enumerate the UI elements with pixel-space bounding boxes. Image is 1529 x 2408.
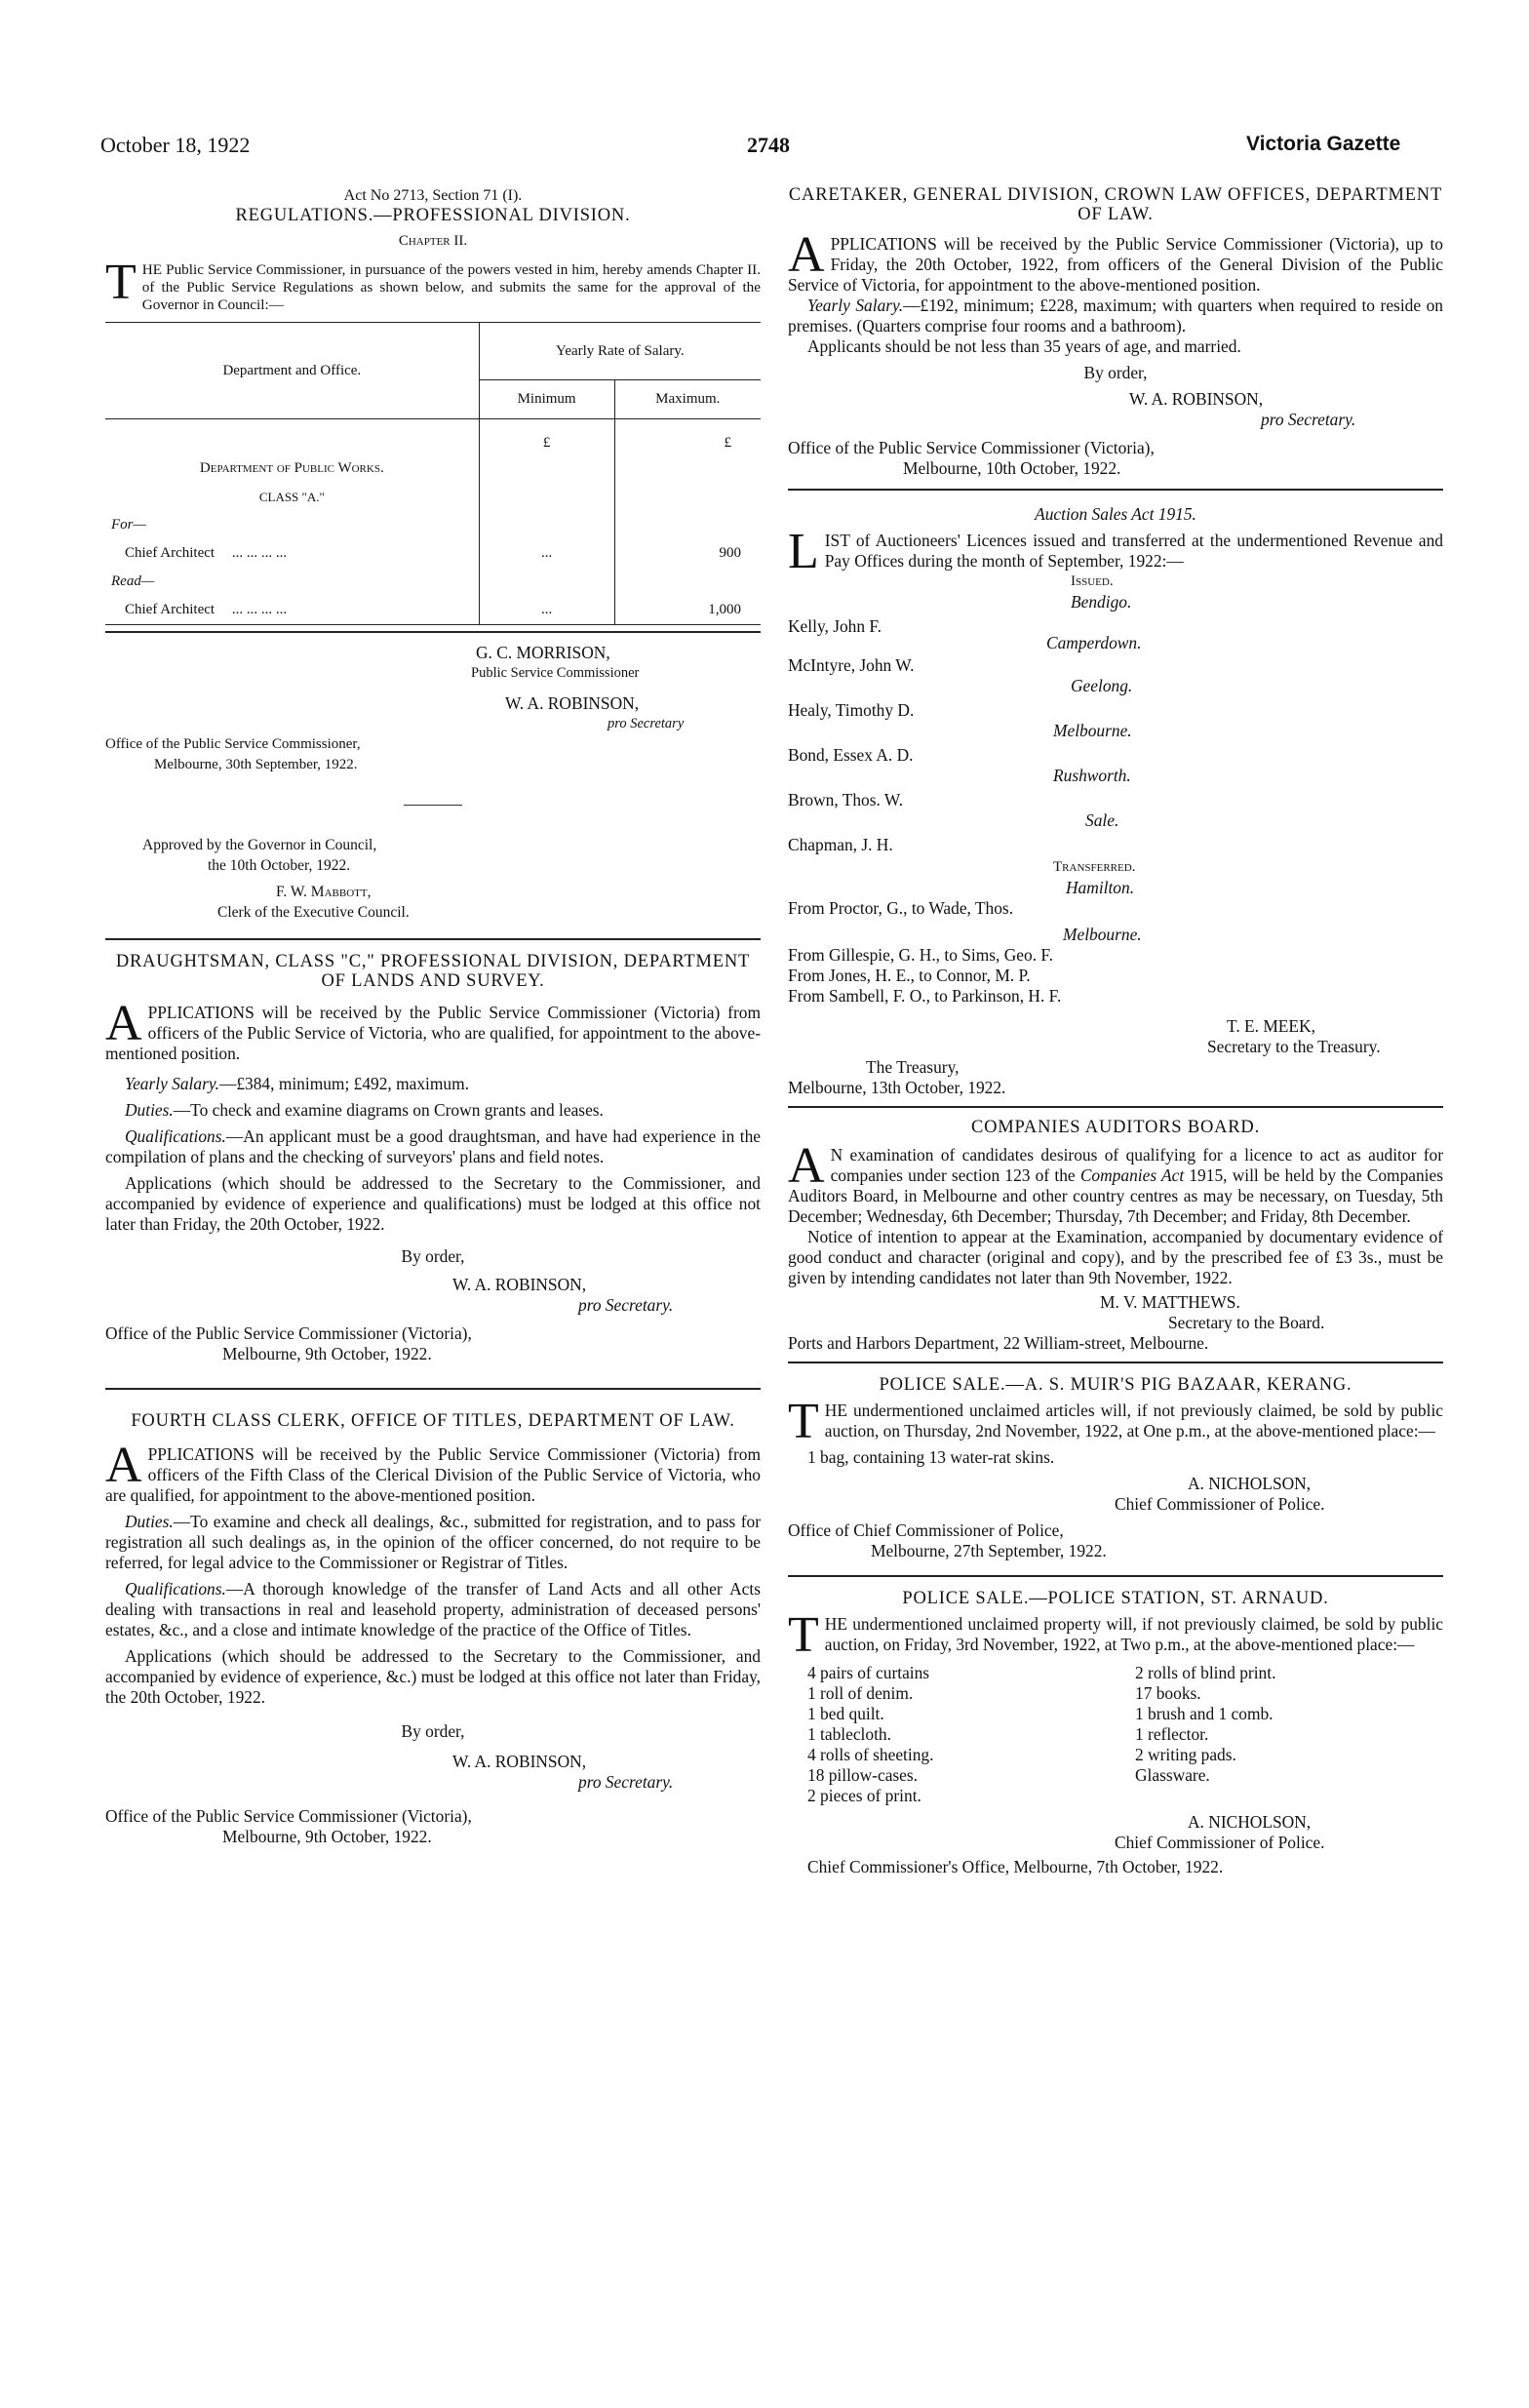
goods-item: 18 pillow-cases. <box>807 1765 919 1785</box>
location: Geelong. <box>1071 676 1133 695</box>
divider <box>788 1362 1443 1363</box>
read-max: 1,000 <box>614 596 761 625</box>
police2-title: POLICE SALE.—POLICE STATION, ST. ARNAUD. <box>902 1589 1329 1608</box>
licensee: Brown, Thos. W. <box>788 790 904 809</box>
class-label: CLASS "A." <box>258 490 325 504</box>
read-min: ... <box>479 596 614 625</box>
clerk-applications: Applications (which should be addressed to the Secretary to the Commissioner, and accompanied by evidence of experience, &c.) must be lodged at this office not later than Friday, the 20th October, 1922. <box>105 1646 761 1707</box>
divider <box>105 1388 761 1390</box>
morrison-name: G. C. MORRISON, <box>476 643 610 662</box>
signature-name: A. NICHOLSON, <box>1188 1812 1312 1832</box>
location: Camperdown. <box>1046 633 1142 652</box>
signature-title: Secretary to the Board. <box>1168 1313 1325 1332</box>
goods-item: 1 roll of denim. <box>807 1683 914 1703</box>
transfer-entry: From Gillespie, G. H., to Sims, Geo. F. <box>788 945 1054 965</box>
signature-title: Chief Commissioner of Police. <box>1115 1494 1325 1514</box>
transfer-entry: From Proctor, G., to Wade, Thos. <box>788 898 1014 918</box>
publication-title: Victoria Gazette <box>1246 133 1401 155</box>
office: Office of Chief Commissioner of Police, <box>788 1520 1064 1540</box>
goods-item: 2 rolls of blind print. <box>1135 1663 1276 1682</box>
goods-item: 1 bed quilt. <box>807 1704 884 1723</box>
office: The Treasury, <box>866 1057 960 1077</box>
department-name: Department of Public Works. <box>199 460 384 476</box>
clerk-name: F. W. Mabbott, <box>276 884 372 900</box>
divider <box>105 938 761 940</box>
goods-item: 1 tablecloth. <box>807 1724 891 1744</box>
sale-item: 1 bag, containing 13 water-rat skins. <box>807 1447 1055 1467</box>
draughtsman-duties: Duties.—To check and examine diagrams on Crown grants and leases. <box>125 1100 604 1120</box>
read-office-row: Chief Architect ... ... ... ... <box>105 596 479 625</box>
licensee: Chapman, J. H. <box>788 835 893 854</box>
auditors-title: COMPANIES AUDITORS BOARD. <box>970 1118 1261 1137</box>
drop-cap: T <box>105 255 137 310</box>
drop-cap: L <box>788 524 819 579</box>
signature-name: W. A. ROBINSON, <box>1129 389 1264 409</box>
currency-min: £ <box>479 419 614 484</box>
page-number: 2748 <box>747 133 790 157</box>
reg-office-date: Melbourne, 30th September, 1922. <box>154 757 358 772</box>
signature-title: Chief Commissioner of Police. <box>1115 1833 1325 1852</box>
for-label: For— <box>111 517 146 533</box>
regulations-title: REGULATIONS.—PROFESSIONAL DIVISION. <box>235 206 631 225</box>
clerk-title: Clerk of the Executive Council. <box>217 904 410 921</box>
draughtsman-title: DRAUGHTSMAN, CLASS "C," PROFESSIONAL DIVISION, DEPARTMENT OF LANDS AND SURVEY. <box>115 952 751 991</box>
goods-item: 17 books. <box>1135 1683 1201 1703</box>
clerk-notice <box>105 1411 761 1847</box>
transfer-entry: From Sambell, F. O., to Parkinson, H. F. <box>788 986 1062 1006</box>
drop-cap: A <box>105 996 142 1051</box>
licensee: McIntyre, John W. <box>788 655 915 675</box>
draughtsman-intro: APPLICATIONS will be received by the Public Service Commissioner (Victoria) from officers of the Public Service of Victoria, who are qualified, for appointment to the above-mentioned position. <box>105 996 761 1063</box>
location: Melbourne. <box>1053 721 1132 740</box>
police1-title: POLICE SALE.—A. S. MUIR'S PIG BAZAAR, KERANG. <box>879 1375 1353 1395</box>
col-dept-header: Department and Office. <box>105 323 479 419</box>
office: Office of the Public Service Commissioner (Victoria), <box>105 1323 472 1343</box>
office: Office of the Public Service Commissioner (Victoria), <box>105 1806 472 1826</box>
salary-table <box>105 322 761 625</box>
act-reference: Act No 2713, Section 71 (I). <box>343 187 523 204</box>
divider <box>788 489 1443 491</box>
robinson-name: W. A. ROBINSON, <box>505 693 640 713</box>
goods-item: 4 rolls of sheeting. <box>807 1745 934 1764</box>
location: Rushworth. <box>1053 766 1131 785</box>
location: Melbourne. <box>1063 925 1142 944</box>
col-salary-header: Yearly Rate of Salary. <box>479 323 761 380</box>
goods-item: 1 brush and 1 comb. <box>1135 1704 1274 1723</box>
police-sale-kerang <box>788 1375 1443 1561</box>
auditors-notice <box>788 1118 1443 1354</box>
drop-cap: T <box>788 1607 819 1663</box>
signature-name: A. NICHOLSON, <box>1188 1474 1312 1493</box>
clerk-duties: Duties.—To examine and check all dealings, &c., submitted for registration, and to pass for registration all such dealings as, in the opinion of the officer concerned, do not require to be referred, for legal advice to the Commissioner or Registrar of Titles. <box>105 1512 761 1572</box>
police2-intro: THE undermentioned unclaimed property will, if not previously claimed, be sold by public auction, on Friday, 3rd November, 1922, at Two p.m., at the above-mentioned place:— <box>788 1607 1443 1663</box>
auction-title: Auction Sales Act 1915. <box>1035 504 1196 524</box>
location: Sale. <box>1085 810 1119 830</box>
office-date: Melbourne, 13th October, 1922. <box>788 1078 1006 1097</box>
regulations-intro: THE Public Service Commissioner, in pursuance of the powers vested in him, hereby amends Chapter II. of the Public Service Regulations as shown below, and submits the same for the approval of the Governor in Council:— <box>105 255 761 313</box>
goods-item: 4 pairs of curtains <box>807 1663 930 1682</box>
draughtsman-salary: Yearly Salary.—£384, minimum; £492, maximum. <box>125 1074 469 1093</box>
transfer-entry: From Jones, H. E., to Connor, M. P. <box>788 966 1031 985</box>
caretaker-salary: Yearly Salary.—£192, minimum; £228, maximum; with quarters when required to reside on premises. (Quarters comprise four rooms and a bathroom). <box>788 296 1443 336</box>
clerk-title: FOURTH CLASS CLERK, OFFICE OF TITLES, DEPARTMENT OF LAW. <box>131 1411 735 1431</box>
signature-title: pro Secretary. <box>578 1772 674 1792</box>
left-column <box>105 185 761 1847</box>
drop-cap: A <box>105 1438 142 1493</box>
issued-list <box>788 592 1443 855</box>
issued-heading: Issued. <box>1071 573 1114 589</box>
approved-line: Approved by the Governor in Council, <box>142 837 377 853</box>
divider <box>788 1106 1443 1108</box>
licensee: Kelly, John F. <box>788 616 882 636</box>
divider <box>788 1575 1443 1577</box>
drop-cap: A <box>788 227 825 283</box>
robinson-title: pro Secretary <box>608 716 685 731</box>
caretaker-intro: APPLICATIONS will be received by the Public Service Commissioner (Victoria), up to Friday, the 20th October, 1922, from officers of the General Division of the Public Service of Victoria, for appointment to the above-mentioned position. <box>788 227 1443 295</box>
goods-list <box>807 1663 1443 1806</box>
auction-notice <box>788 504 1443 1098</box>
draughtsman-applications: Applications (which should be addressed to the Secretary to the Commissioner, and accompanied by evidence of experience and qualifications) must be lodged at this office not later than Friday, the 20th October, 1922. <box>105 1173 761 1234</box>
approved-date: the 10th October, 1922. <box>208 857 351 874</box>
for-min: ... <box>479 539 614 568</box>
signature-title: pro Secretary. <box>1261 410 1356 429</box>
for-max: 900 <box>614 539 761 568</box>
police1-intro: THE undermentioned unclaimed articles will, if not previously claimed, be sold by public auction, on Thursday, 2nd November, 1922, at One p.m., at the above-mentioned place:— <box>788 1394 1443 1449</box>
licensee: Bond, Essex A. D. <box>788 745 914 765</box>
drop-cap: A <box>788 1138 825 1194</box>
goods-item: Glassware. <box>1135 1765 1210 1785</box>
location: Bendigo. <box>1071 592 1132 612</box>
office-date: Melbourne, 9th October, 1922. <box>222 1344 432 1363</box>
police-sale-st-arnaud <box>788 1589 1443 1877</box>
chapter-label: Chapter II. <box>398 233 468 249</box>
goods-item: 1 reflector. <box>1135 1724 1209 1744</box>
header-date: October 18, 1922 <box>100 133 251 157</box>
auction-intro: LIST of Auctioneers' Licences issued and transferred at the undermentioned Revenue and Pay Offices during the month of September, 1922:— <box>788 524 1443 579</box>
morrison-title: Public Service Commissioner <box>471 665 640 681</box>
by-order: By order, <box>1083 363 1148 382</box>
currency-max: £ <box>614 419 761 484</box>
regulations-notice <box>105 185 761 923</box>
draughtsman-notice <box>105 952 761 1364</box>
transferred-heading: Transferred. <box>1053 859 1136 875</box>
read-label: Read— <box>111 573 155 589</box>
caretaker-applicants: Applicants should be not less than 35 years of age, and married. <box>807 336 1241 356</box>
by-order: By order, <box>401 1721 465 1741</box>
signature-name: T. E. MEEK, <box>1227 1016 1315 1036</box>
goods-item: 2 pieces of print. <box>807 1786 921 1805</box>
office: Chief Commissioner's Office, Melbourne, 7th October, 1922. <box>807 1857 1224 1876</box>
goods-item <box>1135 1786 1443 1806</box>
office-date: Melbourne, 27th September, 1922. <box>871 1541 1107 1560</box>
location: Hamilton. <box>1066 878 1135 897</box>
signature-title: pro Secretary. <box>578 1295 674 1315</box>
by-order: By order, <box>401 1246 465 1266</box>
licensee: Healy, Timothy D. <box>788 700 915 720</box>
col-max-header: Maximum. <box>614 380 761 419</box>
signature-name: M. V. MATTHEWS. <box>1100 1292 1240 1312</box>
signature-title: Secretary to the Treasury. <box>1207 1037 1381 1056</box>
office-date: Melbourne, 9th October, 1922. <box>222 1827 432 1846</box>
clerk-qualifications: Qualifications.—A thorough knowledge of the transfer of Land Acts and all other Acts dealing with transactions in real and leasehold property, administration of deceased persons' estates, &c., and a close and intimate knowledge of the practice of the Office of Titles. <box>105 1579 761 1639</box>
office: Office of the Public Service Commissioner (Victoria), <box>788 438 1155 457</box>
caretaker-notice <box>788 185 1443 479</box>
drop-cap: T <box>788 1394 819 1449</box>
clerk-intro: APPLICATIONS will be received by the Public Service Commissioner (Victoria) from officers of the Fifth Class of the Clerical Division of the Public Service of Victoria, who are qualified, for appointment to the above-mentioned position. <box>105 1438 761 1505</box>
auditors-notice-text: Notice of intention to appear at the Examination, accompanied by documentary evidence of good conduct and character (original and copy), and by the prescribed fee of £3 3s., must be given by intending candidates not later than 9th November, 1922. <box>788 1227 1443 1287</box>
auditors-intro: A N examination of candidates desirous of qualifying for a licence to act as auditor for companies under section 123 of the Companies Act 1915, will be held by the Companies Auditors Board, in Melbourne and other country centres as may be necessary, on Tuesday, 5th December; Wednesday, 6th December; Thursday, 7th December; and Friday, 8th December. <box>788 1138 1443 1226</box>
goods-item: 2 writing pads. <box>1135 1745 1236 1764</box>
col-min-header: Minimum <box>479 380 614 419</box>
signature-name: W. A. ROBINSON, <box>452 1275 587 1294</box>
draughtsman-qualifications: Qualifications.—An applicant must be a good draughtsman, and have had experience in the compilation of plans and the checking of surveyors' plans and field notes. <box>105 1126 761 1166</box>
signature-name: W. A. ROBINSON, <box>452 1752 587 1771</box>
for-office-row: Chief Architect ... ... ... ... <box>125 545 288 561</box>
caretaker-title: CARETAKER, GENERAL DIVISION, CROWN LAW OFFICES, DEPARTMENT OF LAW. <box>788 185 1443 224</box>
office: Ports and Harbors Department, 22 William-street, Melbourne. <box>788 1333 1209 1353</box>
right-column <box>788 185 1443 1877</box>
office-date: Melbourne, 10th October, 1922. <box>903 458 1121 478</box>
reg-office: Office of the Public Service Commissioner, <box>105 736 361 752</box>
